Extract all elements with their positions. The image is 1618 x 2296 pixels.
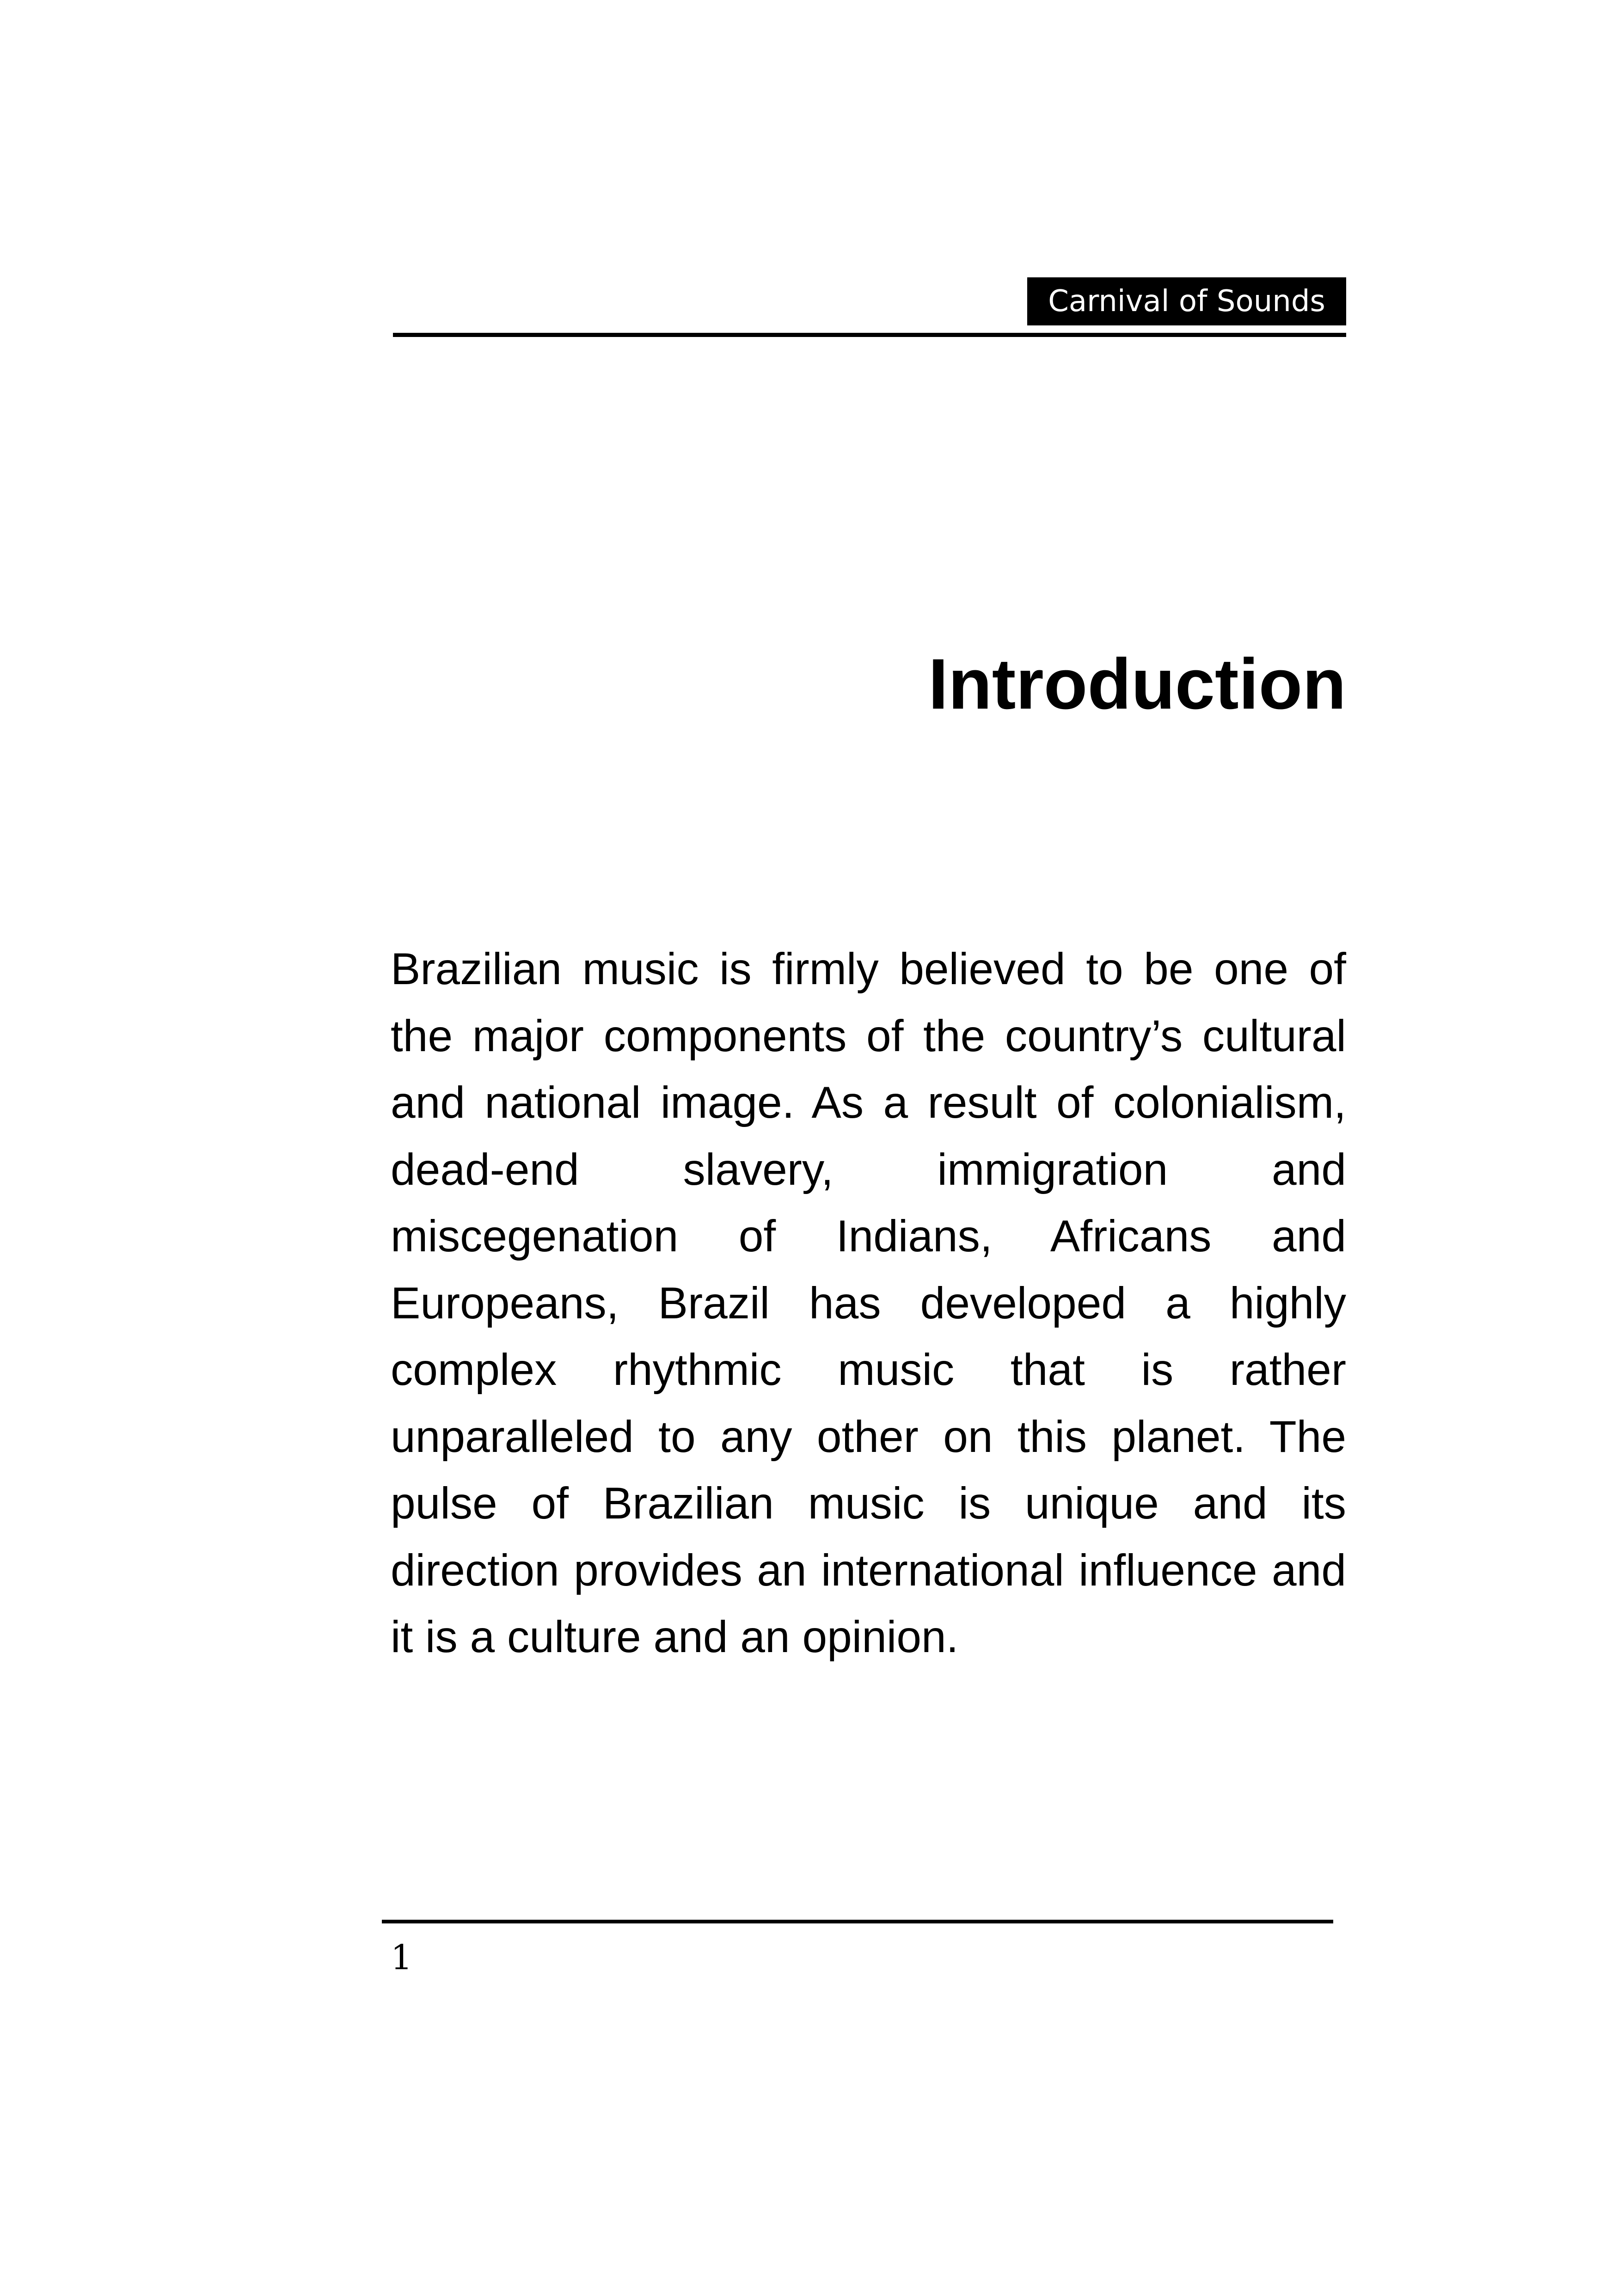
body-paragraph: Brazilian music is firmly believed to be one of the major components of the country’s cultural and national image. As a result of colonialism, dead-end slavery, immigration and miscegenation of Indians, Africans and Europeans, Brazil has developed a highly complex rhythmic music that is rather unparalleled to any other on this planet. The pulse of Brazilian music is unique and its direction provides an international influence and it is a culture and an opinion.: [391, 944, 1346, 1662]
running-header-title: Carnival of Sounds: [1027, 277, 1346, 325]
footer-divider: [382, 1920, 1333, 1923]
page-number: 1: [391, 1938, 413, 1978]
header-divider: [393, 333, 1346, 337]
chapter-title: Introduction: [928, 644, 1346, 724]
